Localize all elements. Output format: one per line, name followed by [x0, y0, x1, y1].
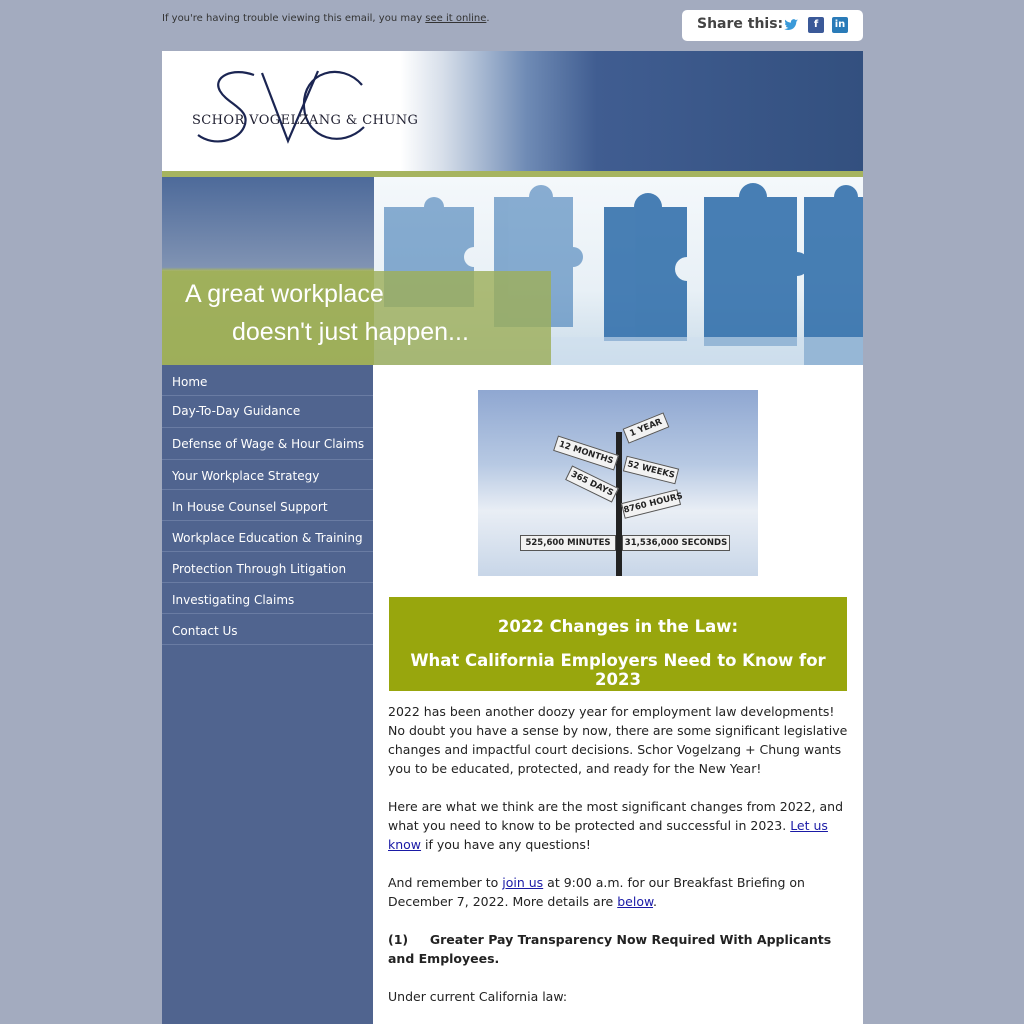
paragraph-text: at 9:00 a.m. for our Breakfast Briefing on December 7, 2022. More details are: [388, 875, 805, 909]
reminder-paragraph: [388, 873, 850, 911]
nav-label: Your Workplace Strategy: [172, 469, 320, 483]
svc-monogram-logo: [192, 65, 372, 151]
nav-label: Home: [172, 375, 208, 389]
nav-divider: [162, 582, 373, 583]
nav-label: Defense of Wage & Hour Claims: [172, 437, 365, 451]
twitter-icon[interactable]: [783, 17, 799, 33]
sign-525600-minutes: 525,600 MINUTES: [520, 535, 616, 551]
headline-line-1: 2022 Changes in the Law:: [497, 617, 739, 636]
logo-wordmark: SCHOR VOGELZANG & CHUNG: [192, 113, 419, 128]
changes-paragraph: [388, 797, 850, 854]
sign-12-months: 12 MONTHS: [553, 436, 619, 471]
tagline-line-2: doesn't just happen...: [232, 318, 469, 346]
let-us-know-link[interactable]: Let us know: [388, 818, 828, 852]
paragraph-text: Here are what we think are the most significant changes from 2022, and what you need to know to be protected and successful in 2023.: [388, 799, 844, 833]
section-1-heading: (1) Greater Pay Transparency Now Required With Applicants and Employees.: [388, 932, 836, 966]
preheader-text: If you're having trouble viewing this email, you may: [162, 13, 426, 24]
paragraph-text: .: [653, 894, 658, 909]
nav-label: In House Counsel Support: [172, 500, 328, 514]
facebook-icon[interactable]: f: [808, 17, 824, 33]
sign-31536000-seconds: 31,536,000 SECONDS: [622, 535, 730, 551]
tagline-line-1: A great workplace: [185, 280, 384, 308]
headline-banner: [389, 597, 847, 691]
nav-divider: [162, 395, 373, 396]
hero-banner: [162, 177, 863, 365]
paragraph-text: And remember to: [388, 875, 503, 890]
nav-label: Protection Through Litigation: [172, 562, 347, 576]
nav-divider: [162, 489, 373, 490]
sidebar-nav: [162, 365, 373, 1024]
see-online-link[interactable]: see it online: [425, 13, 487, 24]
nav-divider: [162, 520, 373, 521]
nav-divider: [162, 427, 373, 428]
nav-label: Investigating Claims: [172, 593, 295, 607]
headline-line-2: What California Employers Need to Know for 2023: [410, 651, 826, 689]
preheader: [162, 13, 490, 24]
share-label: Share this:: [697, 16, 784, 32]
sign-1-year: 1 YEAR: [623, 412, 670, 443]
nav-label: Workplace Education & Training: [172, 531, 363, 545]
paragraph-text: if you have any questions!: [421, 837, 591, 852]
sign-365-days: 365 DAYS: [565, 465, 619, 502]
join-us-link[interactable]: join us: [502, 875, 544, 890]
nav-divider: [162, 613, 373, 614]
nav-divider: [162, 551, 373, 552]
current-law-intro: Under current California law:: [388, 989, 568, 1004]
nav-divider: [162, 644, 373, 645]
sign-52-weeks: 52 WEEKS: [623, 456, 679, 485]
intro-paragraph: 2022 has been another doozy year for employment law developments! No doubt you have a sense by now, there are some significant legislative changes and impactful court decisions. Schor Vogelzang + Chung wants you to be educated, protected, and ready for the New Year!: [388, 704, 848, 776]
nav-divider: [162, 459, 373, 460]
below-link[interactable]: below: [617, 894, 654, 909]
header-logo-band: [162, 51, 863, 171]
preheader-text-end: .: [486, 13, 490, 24]
sign-8760-hours: 8760 HOURS: [621, 489, 681, 519]
nav-label: Day-To-Day Guidance: [172, 404, 301, 418]
share-box: [682, 10, 863, 41]
linkedin-icon[interactable]: in: [832, 17, 848, 33]
signpost-image: [478, 390, 758, 576]
nav-label: Contact Us: [172, 624, 238, 638]
